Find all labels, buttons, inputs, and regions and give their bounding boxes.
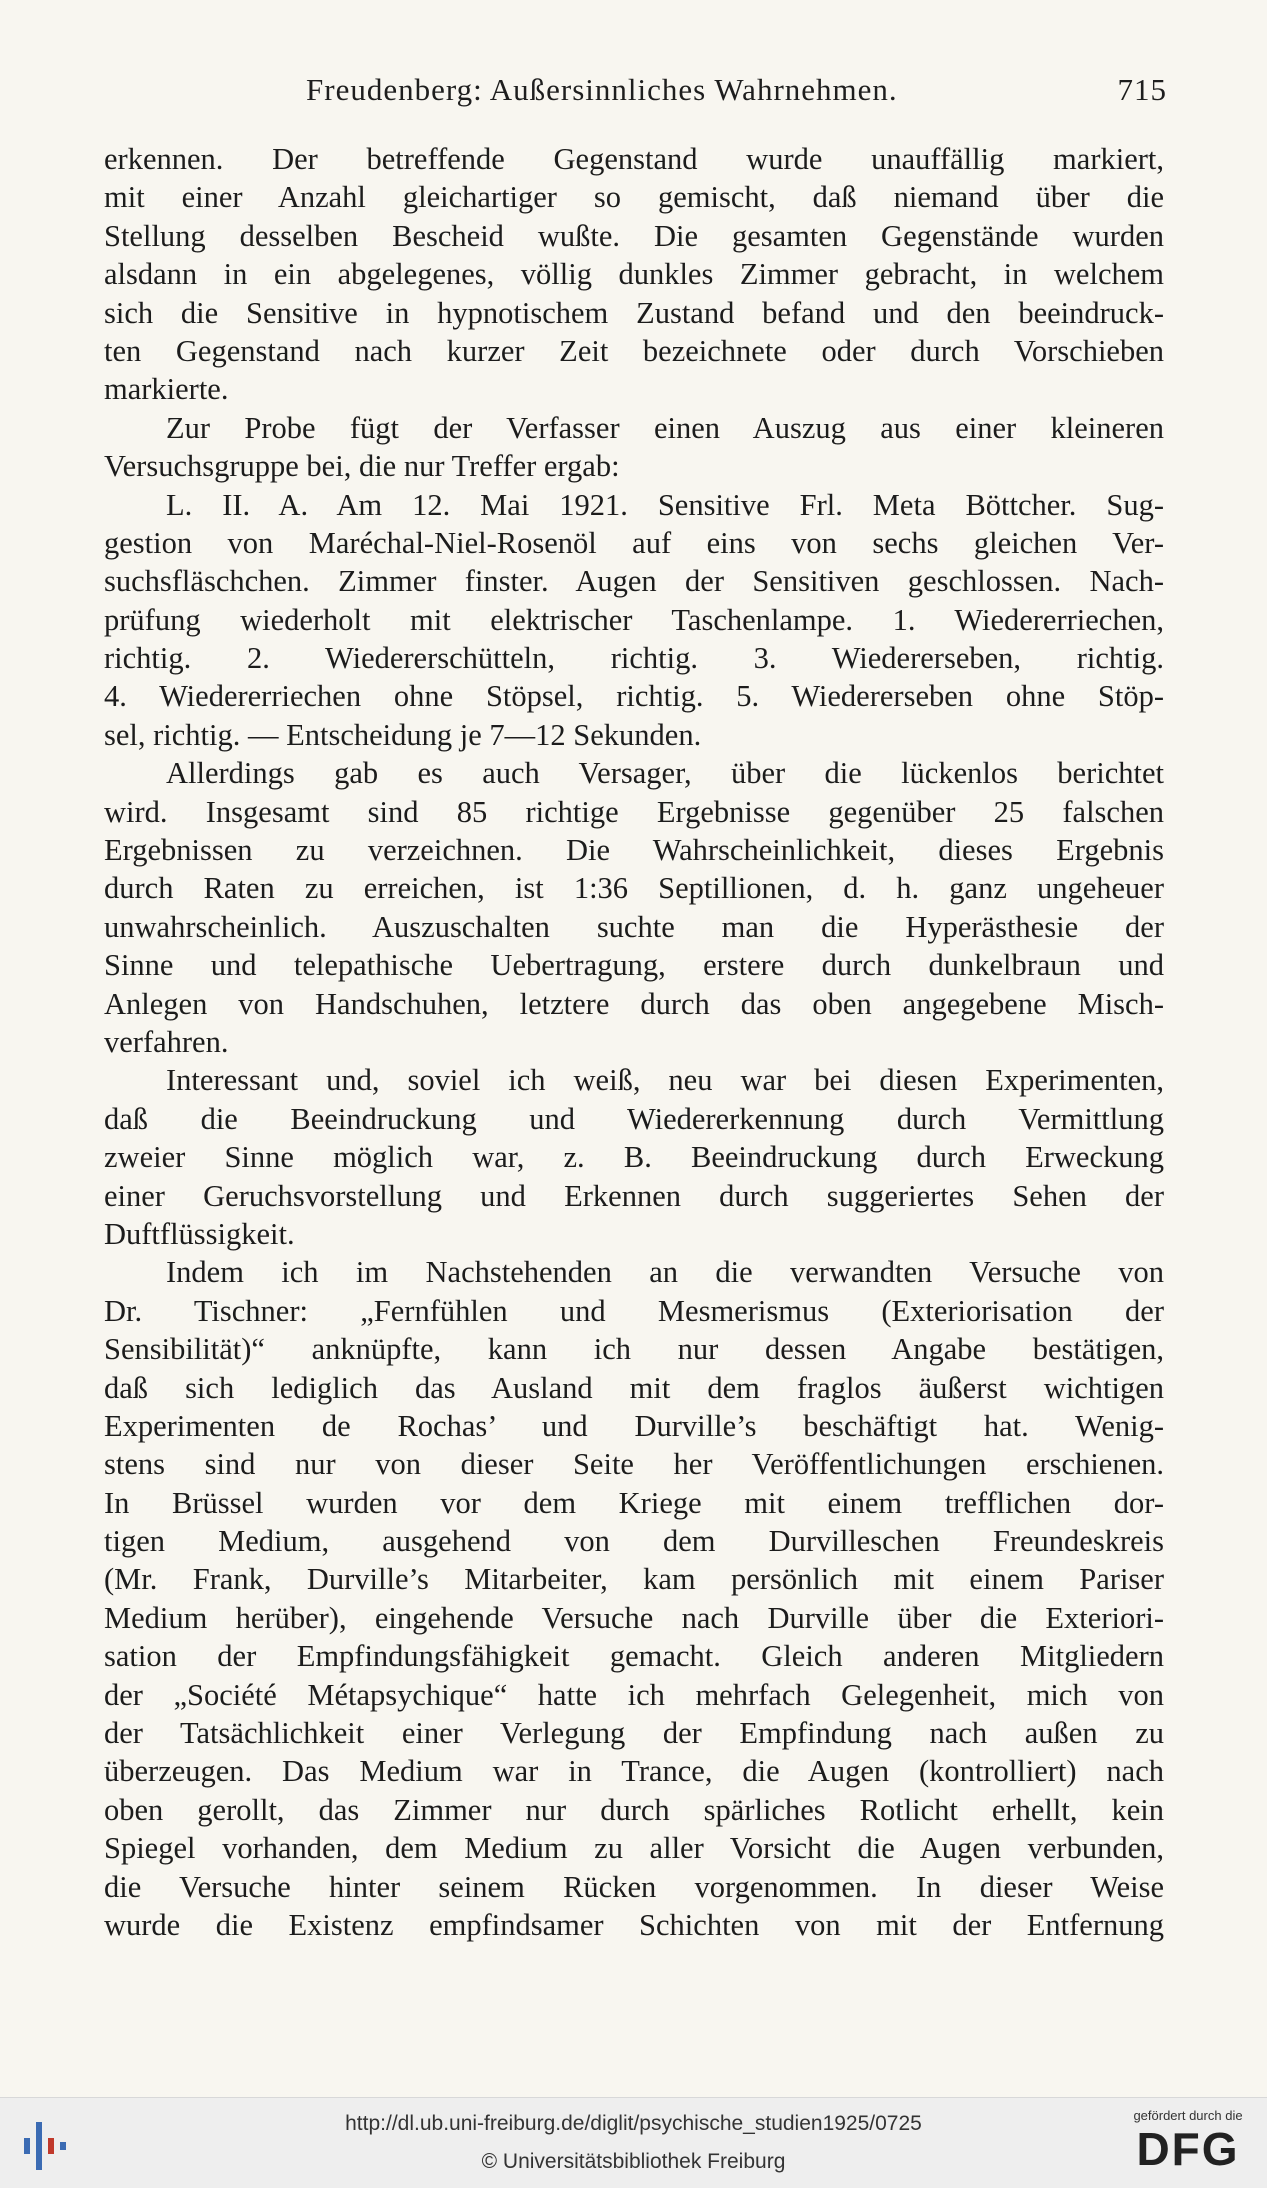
text-line: wird. Insgesamt sind 85 richtige Ergebnisse gegenüber 25 falschen [104,794,1164,829]
text-line: Interessant und, soviel ich weiß, neu war bei diesen Experimenten, [166,1063,1164,1098]
running-title: Freudenberg: Außersinnliches Wahrnehmen. [306,72,898,107]
text-line: sich die Sensitive in hypnotischem Zustand befand und den beeindruck- [104,295,1164,330]
text-line: tigen Medium, ausgehend von dem Durvilleschen Freundeskreis [104,1524,1164,1559]
text-line: (Mr. Frank, Durville’s Mitarbeiter, kam persönlich mit einem Pariser [104,1562,1164,1597]
text-line: Dr. Tischner: „Fernfühlen und Mesmerismus (Exteriorisation der [104,1293,1164,1328]
text-line: markierte. [104,372,229,407]
text-line: Allerdings gab es auch Versager, über die lückenlos berichtet [166,756,1164,791]
text-line: Experimenten de Rochas’ und Durville’s beschäftigt hat. Wenig- [104,1408,1164,1443]
text-line: oben gerollt, das Zimmer nur durch spärliches Rotlicht erhellt, kein [104,1792,1164,1827]
text-line: ten Gegenstand nach kurzer Zeit bezeichnete oder durch Vorschieben [104,333,1164,368]
page-number: 715 [1117,72,1167,107]
text-line: Stellung desselben Bescheid wußte. Die gesamten Gegenstände wurden [104,218,1164,253]
text-line: überzeugen. Das Medium war in Trance, die Augen (kontrolliert) nach [104,1754,1164,1789]
text-line: Anlegen von Handschuhen, letztere durch das oben angegebene Misch- [104,986,1164,1021]
text-line: In Brüssel wurden vor dem Kriege mit einem trefflichen dor- [104,1485,1164,1520]
text-line: Versuchsgruppe bei, die nur Treffer ergab: [104,449,620,484]
text-line: die Versuche hinter seinem Rücken vorgenommen. In dieser Weise [104,1869,1164,1904]
text-line: prüfung wiederholt mit elektrischer Taschenlampe. 1. Wiedererriechen, [104,602,1164,637]
text-line: verfahren. [104,1024,229,1059]
text-line: alsdann in ein abgelegenes, völlig dunkles Zimmer gebracht, in welchem [104,257,1164,292]
dfg-logo [1123,2108,1253,2180]
text-line: 4. Wiedererriechen ohne Stöpsel, richtig. 5. Wiedererseben ohne Stöp- [104,679,1164,714]
text-line: richtig. 2. Wiedererschütteln, richtig. 3. Wiedererseben, richtig. [104,641,1164,676]
text-line: gestion von Maréchal-Niel-Rosenöl auf eins von sechs gleichen Ver- [104,525,1164,560]
text-line: daß die Beeindruckung und Wiedererkennung durch Vermittlung [104,1101,1164,1136]
text-line: Medium herüber), eingehende Versuche nach Durville über die Exteriori- [104,1600,1164,1635]
permalink-url[interactable]: http://dl.ub.uni-freiburg.de/diglit/psychische_studien1925/0725 [345,2112,922,2135]
running-header [106,72,1167,112]
text-line: daß sich lediglich das Ausland mit dem fraglos äußerst wichtigen [104,1370,1164,1405]
text-line: L. II. A. Am 12. Mai 1921. Sensitive Frl. Meta Böttcher. Sug- [166,487,1164,522]
text-line: Spiegel vorhanden, dem Medium zu aller Vorsicht die Augen verbunden, [104,1831,1164,1866]
viewer-footer [0,2097,1267,2188]
text-line: mit einer Anzahl gleichartiger so gemischt, daß niemand über die [104,180,1164,215]
body-text [104,140,1164,1944]
dfg-wordmark: DFG [1136,2123,1240,2175]
text-line: sel, richtig. — Entscheidung je 7—12 Sekunden. [104,717,702,752]
text-line: Ergebnissen zu verzeichnen. Die Wahrscheinlichkeit, dieses Ergebnis [104,833,1164,868]
dfg-caption: gefördert durch die [1133,2108,1243,2123]
text-line: der „Société Métapsychique“ hatte ich mehrfach Gelegenheit, mich von [104,1677,1164,1712]
text-line: stens sind nur von dieser Seite her Veröffentlichungen erschienen. [104,1447,1164,1482]
text-line: Duftflüssigkeit. [104,1216,295,1251]
text-line: zweier Sinne möglich war, z. B. Beeindruckung durch Erweckung [104,1140,1164,1175]
copyright-notice: © Universitätsbibliothek Freiburg [481,2150,786,2173]
text-line: suchsfläschchen. Zimmer finster. Augen der Sensitiven geschlossen. Nach- [104,564,1164,599]
text-line: Sensibilität)“ anknüpfte, kann ich nur dessen Angabe bestätigen, [104,1332,1164,1367]
text-line: Zur Probe fügt der Verfasser einen Auszug aus einer kleineren [166,410,1164,445]
text-line: wurde die Existenz empfindsamer Schichten von mit der Entfernung [104,1907,1164,1942]
text-line: der Tatsächlichkeit einer Verlegung der Empfindung nach außen zu [104,1716,1164,1751]
text-line: Indem ich im Nachstehenden an die verwandten Versuche von [166,1255,1164,1290]
text-line: unwahrscheinlich. Auszuschalten suchte man die Hyperästhesie der [104,909,1164,944]
text-line: erkennen. Der betreffende Gegenstand wurde unauffällig markiert, [104,142,1164,176]
text-line: durch Raten zu erreichen, ist 1:36 Septillionen, d. h. ganz ungeheuer [104,871,1164,906]
text-line: einer Geruchsvorstellung und Erkennen durch suggeriertes Sehen der [104,1178,1164,1213]
text-line: Sinne und telepathische Uebertragung, erstere durch dunkelbraun und [104,948,1164,983]
text-line: sation der Empfindungsfähigkeit gemacht. Gleich anderen Mitgliedern [104,1639,1164,1674]
